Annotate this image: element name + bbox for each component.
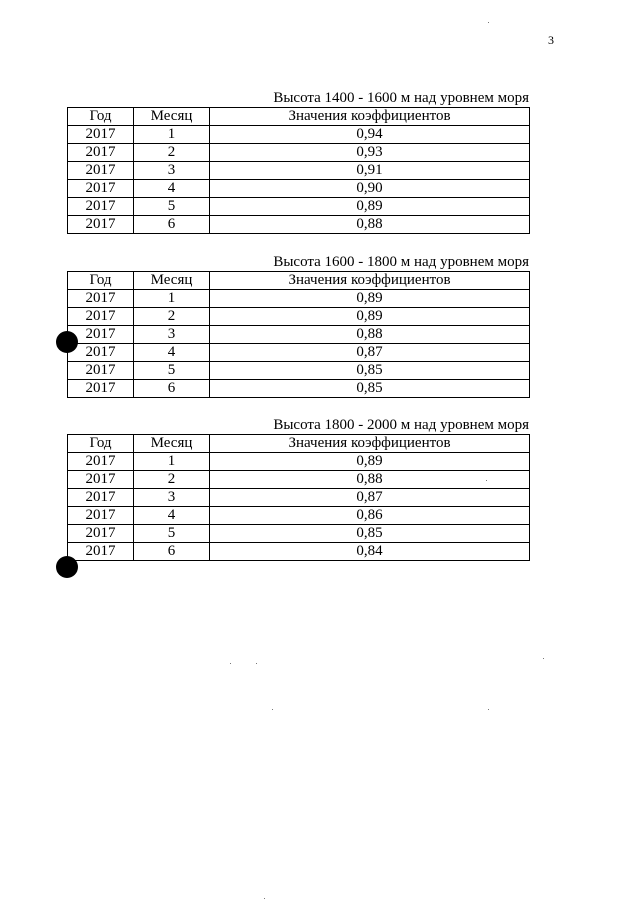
value-cell: 0,85 [210,380,530,398]
column-header-year: Год [68,272,134,290]
year-cell: 2017 [68,198,134,216]
value-cell: 0,87 [210,489,530,507]
year-cell: 2017 [68,489,134,507]
year-cell: 2017 [68,216,134,234]
scan-speck [264,898,265,899]
column-header-month: Месяц [134,272,210,290]
year-cell: 2017 [68,344,134,362]
month-cell: 2 [134,308,210,326]
value-cell: 0,85 [210,362,530,380]
section-caption: Высота 1600 - 1800 м над уровнем моря [273,254,529,270]
year-cell: 2017 [68,362,134,380]
month-cell: 1 [134,290,210,308]
value-cell: 0,93 [210,144,530,162]
table-row [68,126,530,144]
table-header-row [68,108,530,126]
value-cell: 0,90 [210,180,530,198]
table-row [68,525,530,543]
year-cell: 2017 [68,180,134,198]
year-cell: 2017 [68,453,134,471]
table-row [68,216,530,234]
month-cell: 2 [134,144,210,162]
year-cell: 2017 [68,507,134,525]
year-cell: 2017 [68,380,134,398]
month-cell: 5 [134,198,210,216]
year-cell: 2017 [68,471,134,489]
scan-speck [488,22,489,23]
month-cell: 6 [134,543,210,561]
value-cell: 0,88 [210,471,530,489]
value-cell: 0,86 [210,507,530,525]
coefficients-table [67,107,530,234]
year-cell: 2017 [68,144,134,162]
month-cell: 3 [134,489,210,507]
month-cell: 6 [134,380,210,398]
column-header-month: Месяц [134,435,210,453]
table-row [68,180,530,198]
month-cell: 6 [134,216,210,234]
scan-speck [256,663,257,664]
scan-speck [488,709,489,710]
month-cell: 3 [134,326,210,344]
year-cell: 2017 [68,543,134,561]
year-cell: 2017 [68,126,134,144]
scan-speck [272,709,273,710]
month-cell: 4 [134,344,210,362]
scan-speck [486,480,487,481]
value-cell: 0,89 [210,453,530,471]
table-row [68,489,530,507]
year-cell: 2017 [68,525,134,543]
hole-punch-mark [56,331,78,353]
month-cell: 4 [134,507,210,525]
month-cell: 1 [134,126,210,144]
column-header-value: Значения коэффициентов [210,108,530,126]
month-cell: 3 [134,162,210,180]
table-header-row [68,435,530,453]
month-cell: 1 [134,453,210,471]
value-cell: 0,89 [210,308,530,326]
page-number: 3 [548,33,554,47]
value-cell: 0,88 [210,326,530,344]
value-cell: 0,89 [210,198,530,216]
coefficients-table [67,271,530,398]
table-row [68,453,530,471]
value-cell: 0,84 [210,543,530,561]
table-row [68,198,530,216]
year-cell: 2017 [68,308,134,326]
value-cell: 0,85 [210,525,530,543]
column-header-year: Год [68,435,134,453]
value-cell: 0,94 [210,126,530,144]
month-cell: 5 [134,362,210,380]
table-row [68,162,530,180]
month-cell: 4 [134,180,210,198]
coefficients-table [67,434,530,561]
table-row [68,507,530,525]
table-row [68,380,530,398]
value-cell: 0,88 [210,216,530,234]
month-cell: 2 [134,471,210,489]
table-row [68,344,530,362]
table-row [68,362,530,380]
column-header-value: Значения коэффициентов [210,435,530,453]
column-header-year: Год [68,108,134,126]
scan-speck [230,663,231,664]
table-row [68,471,530,489]
scan-speck [543,658,544,659]
value-cell: 0,91 [210,162,530,180]
year-cell: 2017 [68,162,134,180]
table-row [68,144,530,162]
table-header-row [68,272,530,290]
section-caption: Высота 1800 - 2000 м над уровнем моря [273,417,529,433]
year-cell: 2017 [68,290,134,308]
value-cell: 0,89 [210,290,530,308]
column-header-month: Месяц [134,108,210,126]
year-cell: 2017 [68,326,134,344]
section-caption: Высота 1400 - 1600 м над уровнем моря [273,90,529,106]
column-header-value: Значения коэффициентов [210,272,530,290]
table-row [68,290,530,308]
hole-punch-mark [56,556,78,578]
value-cell: 0,87 [210,344,530,362]
month-cell: 5 [134,525,210,543]
table-row [68,543,530,561]
table-row [68,326,530,344]
table-row [68,308,530,326]
